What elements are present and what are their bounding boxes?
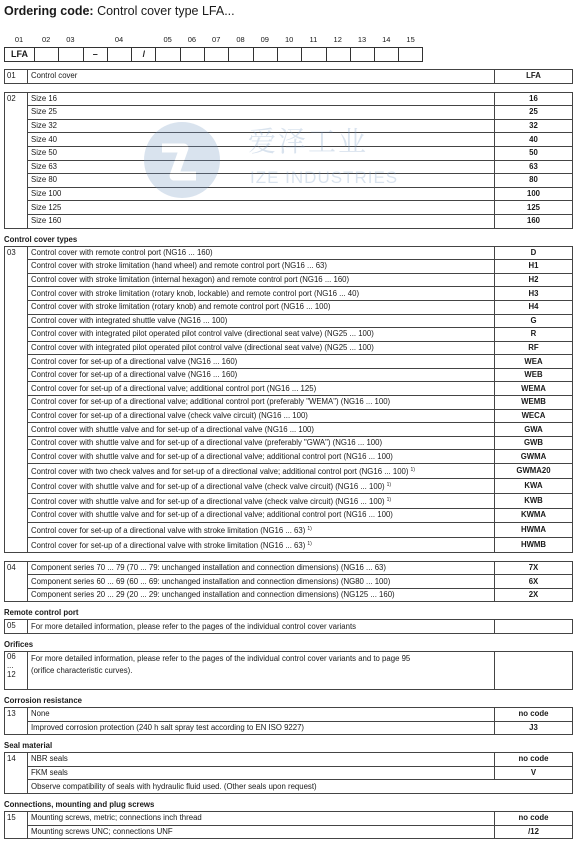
table-row: [5, 464, 573, 479]
option-description: Control cover: [28, 70, 495, 84]
table-row: [5, 273, 573, 287]
table-row: [5, 341, 573, 355]
option-code: H1: [495, 260, 573, 274]
table-row: [5, 509, 573, 523]
table-row: [5, 588, 573, 602]
option-description: Mounting screws UNC; connections UNF: [28, 825, 495, 839]
section-heading: Orifices: [4, 640, 34, 649]
section-heading: Connections, mounting and plug screws: [4, 799, 155, 809]
option-code: [495, 620, 573, 634]
code-position-number: 07: [212, 35, 221, 44]
code-box: [34, 47, 58, 62]
option-code: J3: [495, 721, 573, 735]
code-group-table: [4, 561, 573, 603]
table-row: [5, 214, 573, 228]
option-code: WEB: [495, 368, 573, 382]
page-title: Ordering code: Control cover type LFA...: [4, 4, 235, 18]
option-description: Size 32: [28, 119, 495, 133]
option-description: Control cover with integrated pilot operated pilot control valve (directional seat valve) (NG25 ... 100): [28, 328, 495, 342]
table-row: [5, 328, 573, 342]
option-code: 32: [495, 119, 573, 133]
option-code: 63: [495, 160, 573, 174]
option-description: Improved corrosion protection (240 h salt spray test according to EN ISO 9227): [28, 721, 495, 735]
table-row: [5, 450, 573, 464]
table-row: [5, 160, 573, 174]
option-code: WEMB: [495, 396, 573, 410]
option-description: Component series 60 ... 69 (60 ... 69: unchanged installation and connection dimensions) (NG80 ... 100): [28, 575, 495, 589]
table-row: [5, 260, 573, 274]
table-row: [5, 479, 573, 494]
option-description: Control cover for set-up of a directional valve (NG16 ... 160): [28, 368, 495, 382]
code-position-number: 14: [382, 35, 391, 44]
option-code: H4: [495, 300, 573, 314]
table-row: [5, 92, 573, 106]
option-description: Control cover with remote control port (NG16 ... 160): [28, 246, 495, 260]
table-row: [5, 106, 573, 120]
code-group-table: [4, 811, 573, 839]
option-code: LFA: [495, 70, 573, 84]
code-position-number: 05: [163, 35, 172, 44]
code-box: [253, 47, 277, 62]
code-position-spacer: [83, 35, 107, 45]
code-position-number: 15: [406, 35, 415, 44]
table-row: [5, 537, 573, 552]
option-description: Control cover with stroke limitation (internal hexagon) and remote control port (NG16 ... 160): [28, 273, 495, 287]
code-group-table: [4, 752, 573, 794]
ordering-code-table: [4, 69, 572, 839]
code-position-number: 11: [309, 35, 318, 44]
option-description: Component series 20 ... 29 (20 ... 29: unchanged installation and connection dimensions) (NG125 ... 160): [28, 588, 495, 602]
table-row: [5, 780, 573, 794]
code-box: [155, 47, 179, 62]
option-description: FKM seals: [28, 766, 495, 780]
option-description: Control cover for set-up of a directional valve; additional control port (preferably "WEMA") (NG16 ... 100): [28, 396, 495, 410]
option-description: Size 125: [28, 201, 495, 215]
table-row: [5, 494, 573, 509]
code-group-table: [4, 246, 573, 553]
code-position-number: 06: [187, 35, 197, 44]
table-row: [5, 201, 573, 215]
option-description: Observe compatibility of seals with hydraulic fluid used. (Other seals upon request): [28, 780, 573, 794]
option-description: Control cover with stroke limitation (hand wheel) and remote control port (NG16 ... 63): [28, 260, 495, 274]
table-row: [5, 119, 573, 133]
option-description: Control cover with shuttle valve and for set-up of a directional valve (preferably "GWA") (NG16 ... 100): [28, 436, 495, 450]
option-code: 7X: [495, 561, 573, 575]
option-code: G: [495, 314, 573, 328]
table-row: [5, 522, 573, 537]
option-code: 50: [495, 146, 573, 160]
option-code: H2: [495, 273, 573, 287]
code-box: [204, 47, 228, 62]
table-row: [5, 620, 573, 634]
option-code: 16: [495, 92, 573, 106]
table-row: [5, 246, 573, 260]
option-code: WECA: [495, 409, 573, 423]
option-code: no code: [495, 811, 573, 825]
position-number: 14: [5, 753, 28, 794]
option-code: 125: [495, 201, 573, 215]
option-description: Control cover for set-up of a directional valve with stroke limitation (NG16 ... 63) $^{1)}$: [28, 522, 495, 537]
option-description: Control cover with shuttle valve and for set-up of a directional valve (check valve circuit) (NG16 ... 100) $^{1)}$: [28, 479, 495, 494]
option-code: 2X: [495, 588, 573, 602]
table-row: [5, 721, 573, 735]
option-description: Control cover with shuttle valve and for set-up of a directional valve (check valve circuit) (NG16 ... 100) $^{1)}$: [28, 494, 495, 509]
position-number: 15: [5, 811, 28, 838]
option-description: Control cover with shuttle valve and for set-up of a directional valve; additional control port (NG16 ... 100): [28, 509, 495, 523]
watermark-chinese-text: 爱泽工业: [248, 125, 369, 158]
code-group-table: [4, 69, 573, 84]
position-number: 06 ... 12: [5, 652, 28, 690]
code-group-table: [4, 619, 573, 634]
table-row: [5, 561, 573, 575]
option-code: HWMB: [495, 537, 573, 552]
position-number: 04: [5, 561, 28, 602]
table-row: [5, 753, 573, 767]
option-description: Control cover with integrated shuttle valve (NG16 ... 100): [28, 314, 495, 328]
table-row: [5, 811, 573, 825]
option-code: HWMA: [495, 522, 573, 537]
option-description: Control cover for set-up of a directional valve with stroke limitation (NG16 ... 63) $^{1)}$: [28, 537, 495, 552]
option-description: Control cover with integrated pilot operated pilot control valve (directional seat valve) (NG25 ... 100): [28, 341, 495, 355]
code-group-table: [4, 92, 573, 229]
option-description: Control cover with stroke limitation (rotary knob, lockable) and remote control port (NG16 ... 40): [28, 287, 495, 301]
table-row: [5, 423, 573, 437]
code-position-number: 10: [284, 35, 294, 44]
code-group-table: [4, 707, 573, 735]
code-box: [277, 47, 301, 62]
option-description: Size 40: [28, 133, 495, 147]
option-code: no code: [495, 708, 573, 722]
position-number: 13: [5, 708, 28, 735]
code-box: [398, 47, 422, 62]
option-description: For more detailed information, please refer to the pages of the individual control cover variants and to page 95 (orifice characteristic curves).: [28, 652, 495, 690]
code-box: –: [83, 47, 107, 62]
code-position-number: 08: [236, 35, 245, 44]
option-code: [495, 652, 573, 690]
position-number: 03: [5, 246, 28, 552]
option-description: Control cover with shuttle valve and for set-up of a directional valve; additional control port (NG16 ... 100): [28, 450, 495, 464]
code-position-number: 01: [14, 35, 24, 44]
watermark-english-text: IZE INDUSTRIES: [250, 168, 399, 187]
option-description: Mounting screws, metric; connections inch thread: [28, 811, 495, 825]
table-row: [5, 825, 573, 839]
option-description: Control cover for set-up of a directional valve; additional control port (NG16 ... 125): [28, 382, 495, 396]
option-code: GWB: [495, 436, 573, 450]
code-position-header: [4, 35, 572, 45]
option-code: V: [495, 766, 573, 780]
option-description: NBR seals: [28, 753, 495, 767]
option-description: Size 50: [28, 146, 495, 160]
option-code: no code: [495, 753, 573, 767]
section-heading: Control cover types: [4, 234, 78, 244]
option-description: Control cover with two check valves and for set-up of a directional valve; additional control port (NG16 ... 100) $^{1)}$: [28, 464, 495, 479]
option-code: D: [495, 246, 573, 260]
section-heading: Seal material: [4, 741, 53, 751]
code-position-boxes: [4, 47, 572, 62]
option-code: 100: [495, 187, 573, 201]
table-row: [5, 174, 573, 188]
option-code: GWA: [495, 423, 573, 437]
section-heading: Corrosion resistance: [4, 696, 82, 705]
option-code: KWA: [495, 479, 573, 494]
code-box: [350, 47, 374, 62]
option-code: 6X: [495, 575, 573, 589]
option-description: Control cover with stroke limitation (rotary knob) and remote control port (NG16 ... 100): [28, 300, 495, 314]
option-code: GWMA: [495, 450, 573, 464]
table-row: [5, 368, 573, 382]
table-row: [5, 187, 573, 201]
code-box: [374, 47, 398, 62]
table-row: [5, 766, 573, 780]
option-description: Size 25: [28, 106, 495, 120]
code-box: /: [131, 47, 155, 62]
table-row: [5, 287, 573, 301]
option-description: Size 63: [28, 160, 495, 174]
section-heading: Remote control port: [4, 608, 79, 618]
code-position-number: 12: [333, 35, 342, 44]
table-row: [5, 409, 573, 423]
option-code: 40: [495, 133, 573, 147]
option-code: GWMA20: [495, 464, 573, 479]
option-description: None: [28, 708, 495, 722]
option-description: Size 16: [28, 92, 495, 106]
table-row: [5, 436, 573, 450]
option-description: Control cover with shuttle valve and for set-up of a directional valve (NG16 ... 100): [28, 423, 495, 437]
option-code: RF: [495, 341, 573, 355]
option-code: 80: [495, 174, 573, 188]
option-description: Size 160: [28, 214, 495, 228]
option-code: R: [495, 328, 573, 342]
table-row: [5, 146, 573, 160]
code-position-number: 04: [114, 35, 124, 44]
table-row: [5, 355, 573, 369]
option-description: For more detailed information, please refer to the pages of the individual control cover variants: [28, 620, 495, 634]
code-box: [107, 47, 131, 62]
option-description: Component series 70 ... 79 (70 ... 79: unchanged installation and connection dimensions) (NG16 ... 63): [28, 561, 495, 575]
table-row: [5, 652, 573, 690]
table-row: [5, 70, 573, 84]
table-row: [5, 300, 573, 314]
code-position-number: 03: [66, 35, 75, 44]
option-code: /12: [495, 825, 573, 839]
position-number: 05: [5, 620, 28, 634]
position-number: 02: [5, 92, 28, 228]
ordering-code-page: [4, 3, 572, 839]
code-position-number: 13: [357, 35, 367, 44]
table-row: [5, 133, 573, 147]
table-row: [5, 708, 573, 722]
option-code: KWMA: [495, 509, 573, 523]
code-box: [180, 47, 204, 62]
code-position-spacer: [131, 35, 155, 45]
table-row: [5, 396, 573, 410]
option-code: WEA: [495, 355, 573, 369]
option-code: KWB: [495, 494, 573, 509]
option-code: 25: [495, 106, 573, 120]
option-code: WEMA: [495, 382, 573, 396]
code-box: LFA: [4, 47, 34, 62]
code-group-table: [4, 651, 573, 690]
code-box: [58, 47, 82, 62]
code-position-number: 02: [41, 35, 51, 44]
code-box: [228, 47, 252, 62]
option-description: Size 100: [28, 187, 495, 201]
option-description: Control cover for set-up of a directional valve (NG16 ... 160): [28, 355, 495, 369]
option-code: H3: [495, 287, 573, 301]
code-position-number: 09: [260, 35, 269, 44]
table-row: [5, 382, 573, 396]
table-row: [5, 575, 573, 589]
position-number: 01: [5, 70, 28, 84]
option-description: Control cover for set-up of a directional valve (check valve circuit) (NG16 ... 100): [28, 409, 495, 423]
code-box: [301, 47, 325, 62]
table-row: [5, 314, 573, 328]
code-box: [326, 47, 350, 62]
option-code: 160: [495, 214, 573, 228]
option-description: Size 80: [28, 174, 495, 188]
